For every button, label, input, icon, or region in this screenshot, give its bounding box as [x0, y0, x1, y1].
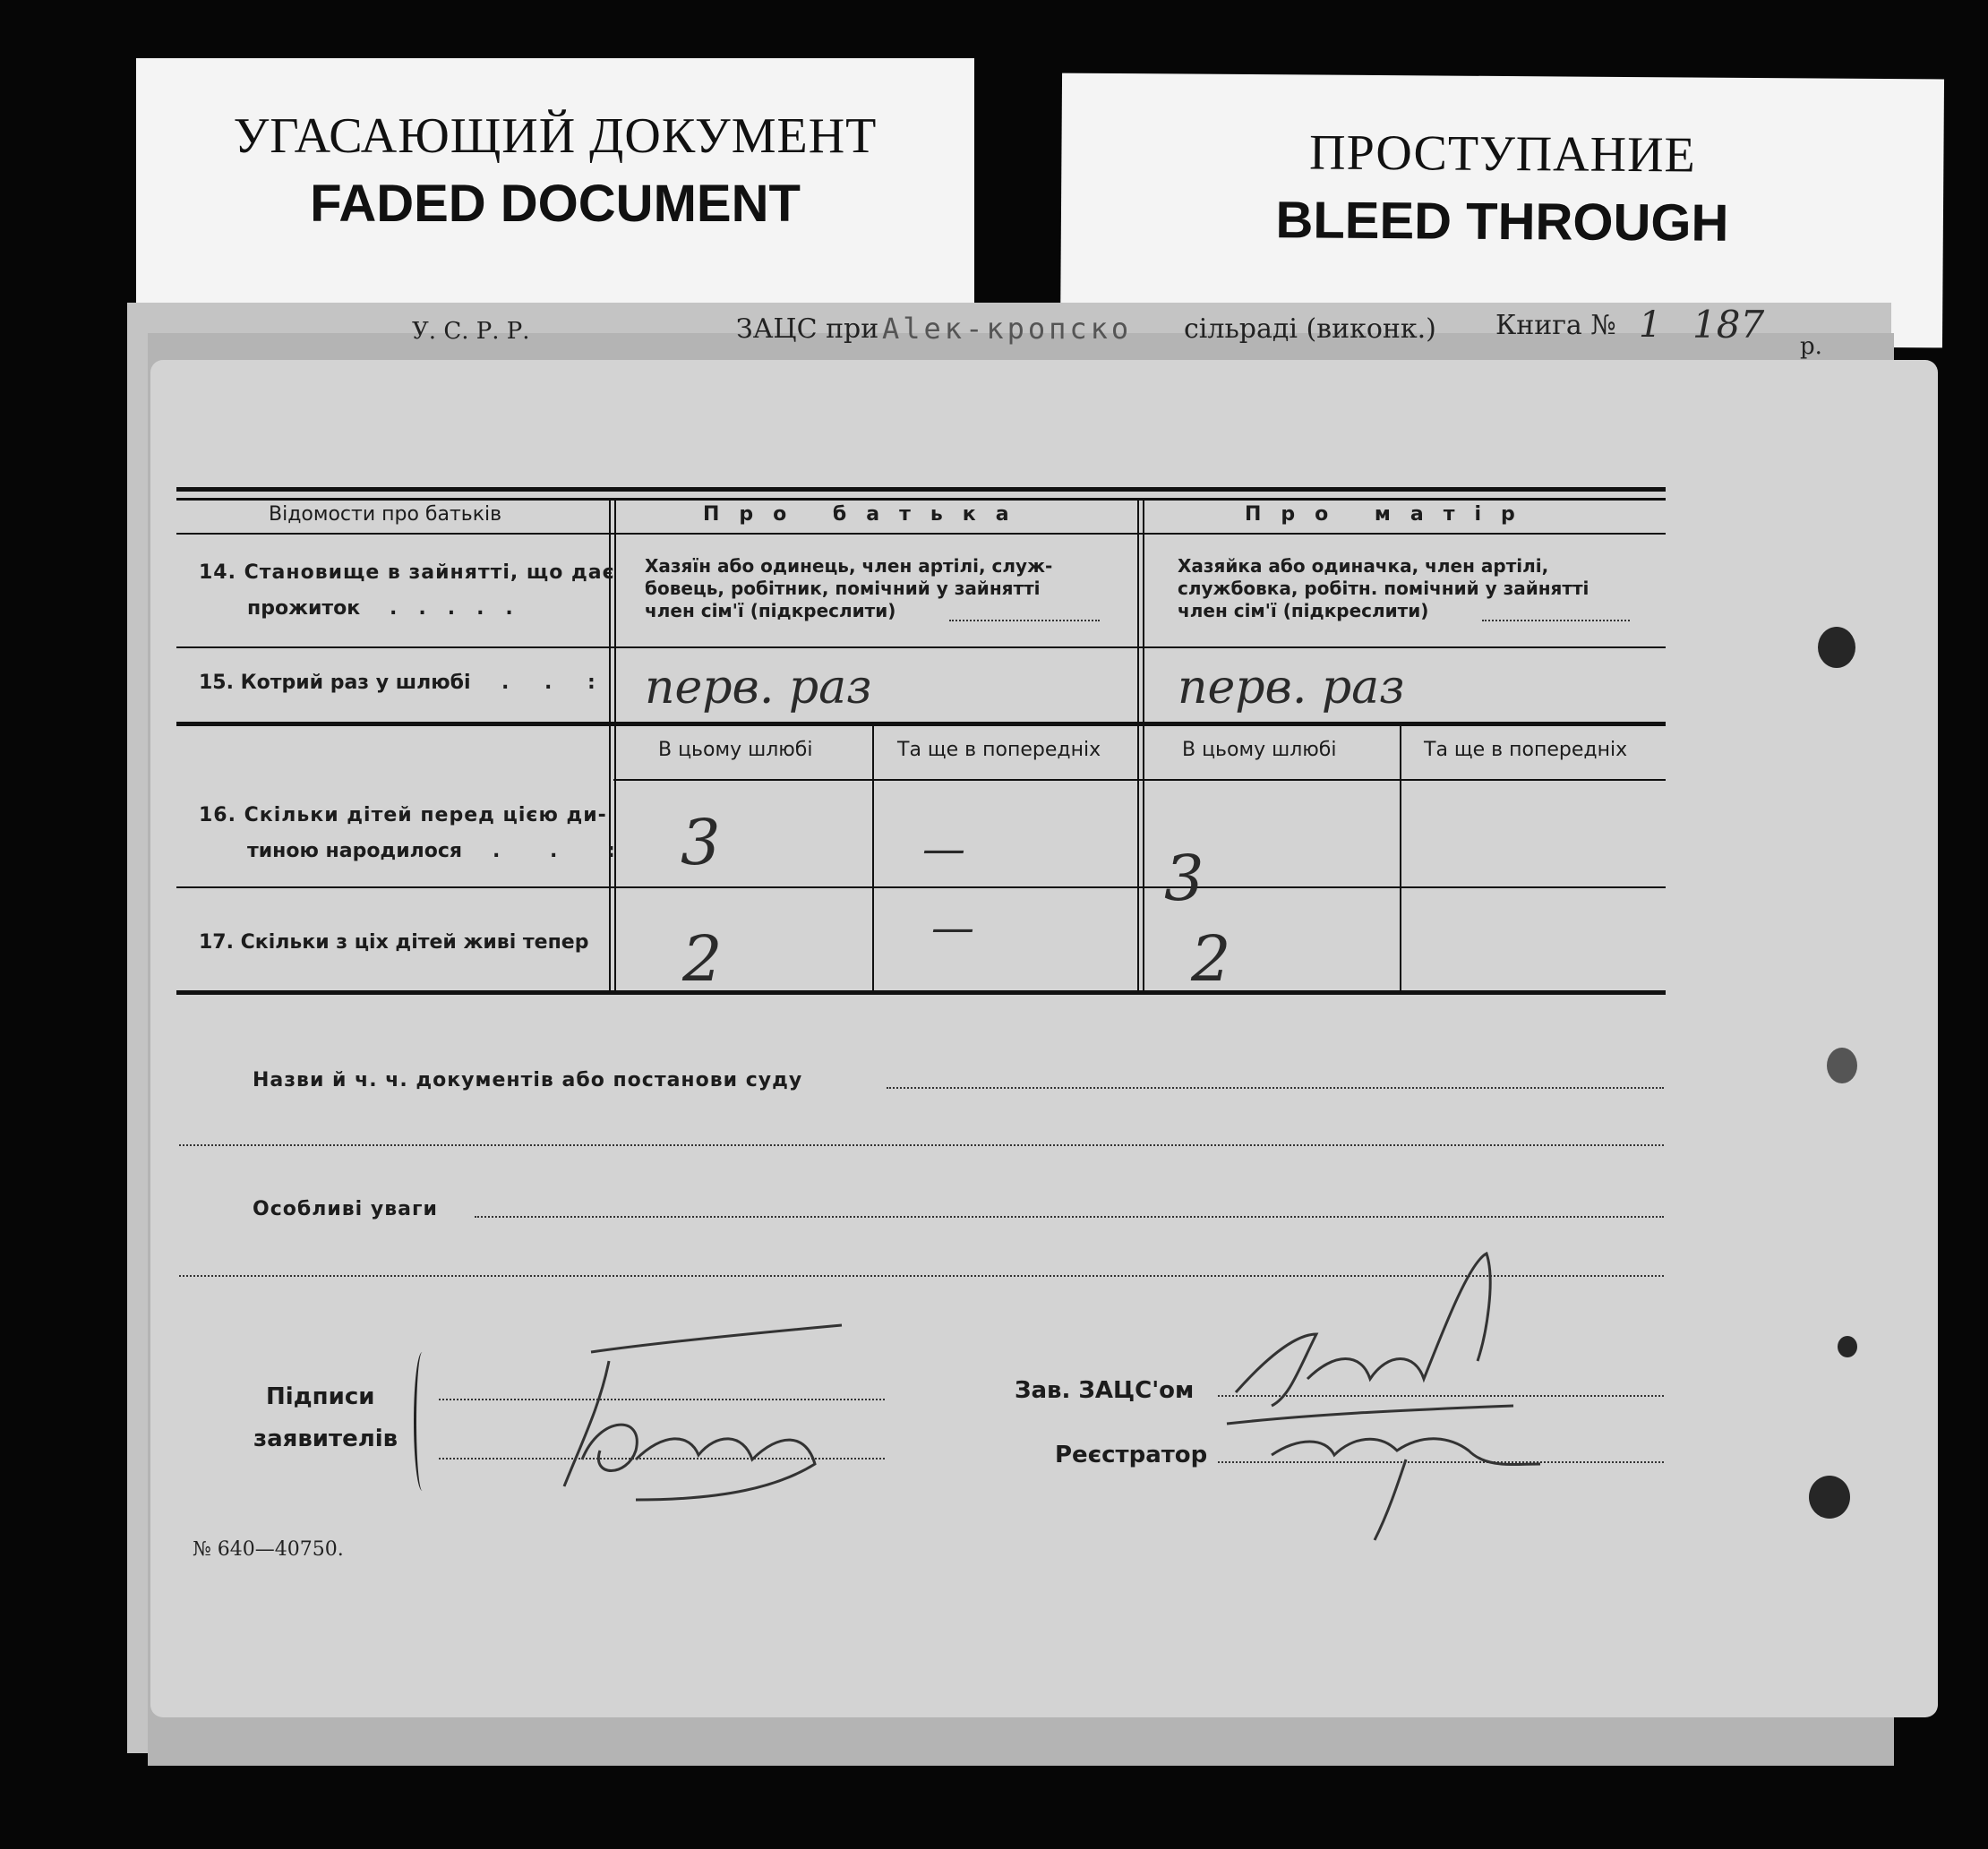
subheader-this-marriage-father: В цьому шлюбі: [658, 739, 813, 761]
row15-label: 15. Котрий раз у шлюбі: [199, 672, 471, 694]
faded-document-label: [136, 58, 974, 327]
row17-label: 17. Скільки з ціх дітей живі тепер: [199, 931, 589, 954]
village-handwritten: Аleк-кропско: [882, 312, 1133, 346]
zags-head-signature: [1218, 1245, 1558, 1549]
binding-hole: [1838, 1336, 1857, 1357]
row16-mother-this: 3: [1164, 842, 1204, 915]
binding-hole: [1809, 1476, 1850, 1519]
faded-label-en: FADED DOCUMENT: [310, 175, 801, 233]
signers-label-cont: заявителів: [253, 1425, 398, 1452]
row15-mother-value: перв. раз: [1178, 661, 1405, 715]
row16-father-prev: —: [922, 824, 965, 874]
row16-father-this: 3: [681, 806, 721, 879]
row14-label-cont: прожиток: [247, 597, 361, 620]
book-label: Книга №: [1495, 310, 1616, 341]
row17-father-prev: —: [931, 903, 974, 953]
republic-label: У. С. Р. Р.: [412, 318, 530, 345]
documents-label: Назви й ч. ч. документів або постанови суду: [253, 1069, 803, 1091]
remarks-label: Особливі уваги: [253, 1198, 438, 1220]
row17-father-this: 2: [682, 922, 723, 996]
row14-mother-cell: Хазяйка або одиначка, член артілі, службовка, робітн. помічний у зайнятті член сім'ї (підкреслити): [1178, 555, 1590, 621]
bleed-label-en: BLEED THROUGH: [1275, 191, 1729, 253]
zags-prefix: ЗАЦС при: [736, 313, 879, 345]
row15-father-value: перв. раз: [645, 661, 872, 715]
book-number: 1: [1639, 304, 1662, 346]
binding-hole: [1818, 627, 1855, 668]
year-handwritten: 187: [1692, 303, 1765, 347]
subheader-this-marriage-mother: В цьому шлюбі: [1182, 739, 1337, 761]
signers-brace: [414, 1352, 431, 1491]
form-number: № 640—40750.: [193, 1538, 344, 1561]
village-suffix: сільраді (виконк.): [1184, 313, 1436, 345]
row14-label: 14. Становище в зайнятті, що дає: [199, 561, 615, 584]
applicant-signature: [510, 1307, 851, 1522]
col-info-header: Відомости про батьків: [269, 503, 502, 526]
row14-father-cell: Хазяїн або одинець, член артілі, служ- бовець, робітник, помічний у зайнятті член сім'ї (підкреслити): [645, 555, 1053, 621]
signers-label: Підписи: [266, 1383, 375, 1410]
bleed-label-ru: ПРОСТУПАНИЕ: [1308, 124, 1696, 184]
year-suffix: р.: [1800, 333, 1822, 360]
subheader-previous-father: Та ще в попередніх: [897, 739, 1101, 761]
row17-mother-this: 2: [1191, 922, 1231, 996]
zags-head-label: Зав. ЗАЦС'ом: [1015, 1377, 1195, 1404]
faded-label-ru: УГАСАЮЩИЙ ДОКУМЕНТ: [233, 108, 878, 164]
col-mother-header: Про матір: [1245, 503, 1535, 526]
row16-label-cont: тиною народилося: [247, 840, 463, 862]
registrar-label: Реєстратор: [1055, 1442, 1208, 1468]
col-father-header: Про батька: [703, 503, 1029, 526]
row16-label: 16. Скільки дітей перед цією ди-: [199, 804, 607, 826]
binding-hole: [1827, 1048, 1857, 1083]
subheader-previous-mother: Та ще в попередніх: [1424, 739, 1628, 761]
